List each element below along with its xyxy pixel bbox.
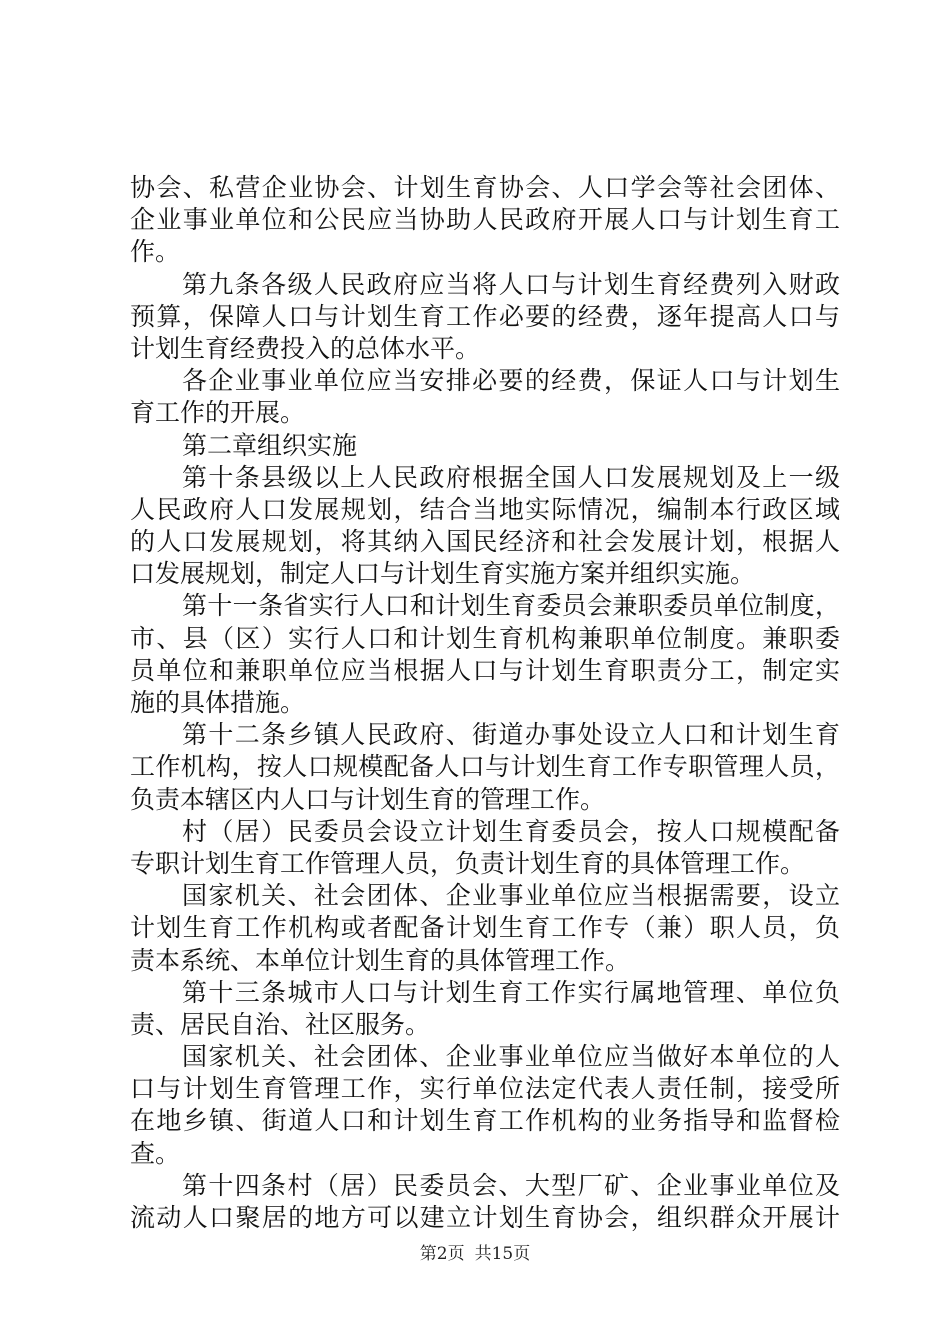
text-line: 作。 — [130, 237, 181, 267]
text-line: 企业事业单位和公民应当协助人民政府开展人口与计划生育工 — [130, 205, 840, 235]
text-line: 第十一条省实行人口和计划生育委员会兼职委员单位制度， — [182, 591, 840, 621]
text-line: 口与计划生育管理工作，实行单位法定代表人责任制，接受所 — [130, 1074, 840, 1104]
text-line: 在地乡镇、街道人口和计划生育工作机构的业务指导和监督检 — [130, 1106, 840, 1136]
text-line: 市、县（区）实行人口和计划生育机构兼职单位制度。兼职委 — [130, 623, 840, 653]
text-line: 国家机关、社会团体、企业事业单位应当根据需要，设立 — [182, 881, 840, 911]
text-line: 施的具体措施。 — [130, 688, 306, 717]
text-line: 的人口发展规划，将其纳入国民经济和社会发展计划，根据人 — [130, 527, 840, 557]
text-line: 国家机关、社会团体、企业事业单位应当做好本单位的人 — [182, 1042, 840, 1072]
text-line: 流动人口聚居的地方可以建立计划生育协会，组织群众开展计 — [130, 1203, 840, 1232]
text-line: 责本系统、本单位计划生育的具体管理工作。 — [130, 945, 631, 975]
text-line: 专职计划生育工作管理人员，负责计划生育的具体管理工作。 — [130, 848, 806, 878]
text-line: 协会、私营企业协会、计划生育协会、人口学会等社会团体、 — [130, 173, 840, 202]
text-line: 员单位和兼职单位应当根据人口与计划生育职责分工，制定实 — [130, 655, 840, 685]
text-line: 计划生育经费投入的总体水平。 — [130, 333, 481, 363]
text-line: 第十条县级以上人民政府根据全国人口发展规划及上一级 — [182, 462, 840, 492]
text-line: 计划生育工作机构或者配备计划生育工作专（兼）职人员，负 — [130, 913, 840, 943]
document-body — [130, 172, 840, 1234]
page-footer — [0, 1243, 950, 1265]
text-line: 各企业事业单位应当安排必要的经费，保证人口与计划生 — [182, 366, 840, 396]
text-line: 第十三条城市人口与计划生育工作实行属地管理、单位负 — [182, 977, 840, 1007]
text-line: 第十二条乡镇人民政府、街道办事处设立人口和计划生育 — [182, 720, 840, 750]
text-line: 第二章组织实施 — [182, 430, 358, 460]
text-line: 工作机构，按人口规模配备人口与计划生育工作专职管理人员， — [130, 752, 840, 782]
text-line: 育工作的开展。 — [130, 398, 306, 428]
page-total: 共15页 — [474, 1244, 531, 1264]
text-line: 第十四条村（居）民委员会、大型厂矿、企业事业单位及 — [182, 1170, 840, 1200]
text-line: 查。 — [130, 1138, 181, 1168]
text-line: 负责本辖区内人口与计划生育的管理工作。 — [130, 784, 606, 814]
text-line: 预算，保障人口与计划生育工作必要的经费，逐年提高人口与 — [130, 301, 840, 331]
page-number: 第2页 — [419, 1244, 465, 1264]
text-line: 人民政府人口发展规划，结合当地实际情况，编制本行政区域 — [130, 494, 840, 524]
text-line: 口发展规划，制定人口与计划生育实施方案并组织实施。 — [130, 559, 756, 589]
text-line: 第九条各级人民政府应当将人口与计划生育经费列入财政 — [182, 269, 840, 299]
text-line: 村（居）民委员会设立计划生育委员会，按人口规模配备 — [182, 816, 840, 846]
text-line: 责、居民自治、社区服务。 — [130, 1009, 431, 1039]
